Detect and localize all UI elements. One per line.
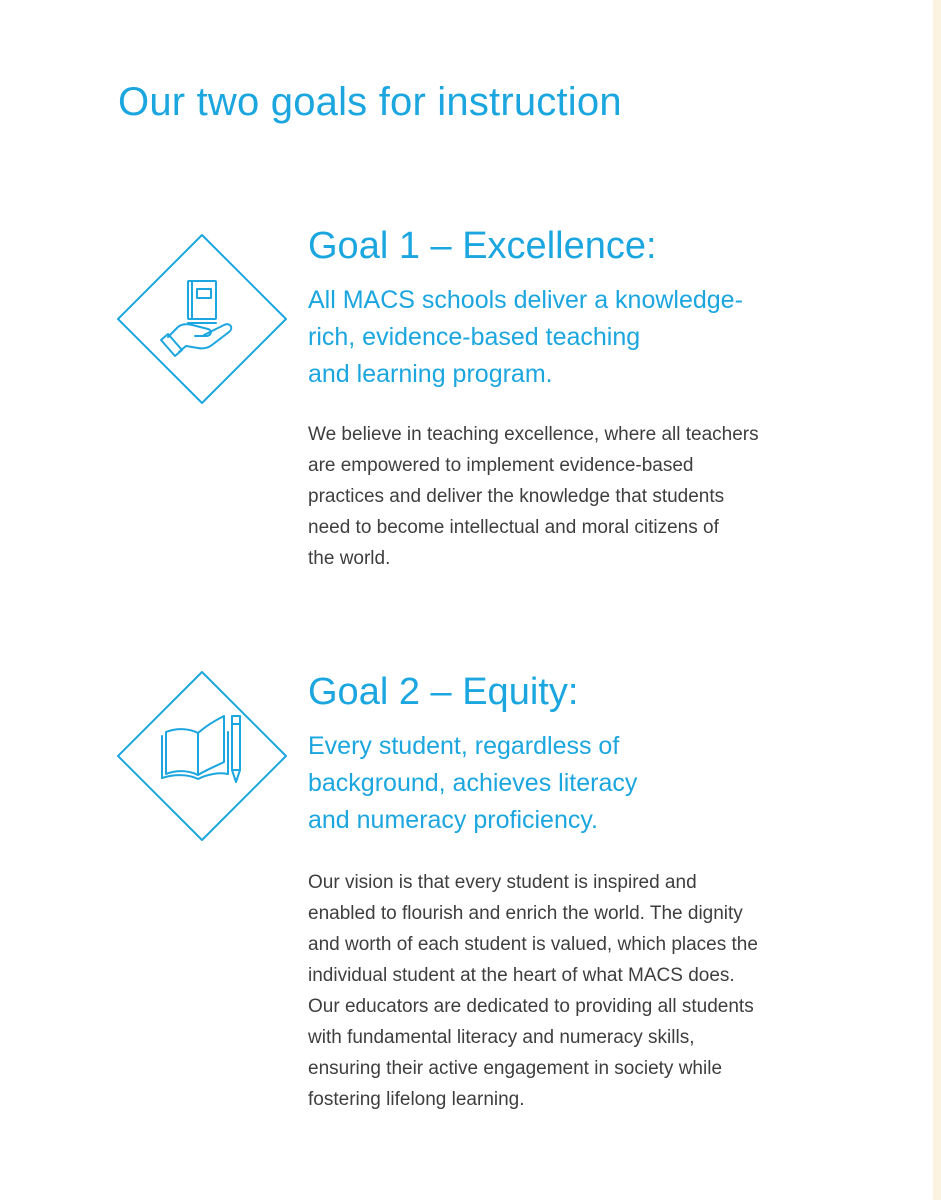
goal-2-body-line: individual student at the heart of what MACS does.	[308, 965, 735, 986]
open-book-pencil-icon	[116, 670, 288, 842]
goal-1-body-line: practices and deliver the knowledge that students	[308, 486, 725, 507]
goal-1-body-line: are empowered to implement evidence-based	[308, 455, 694, 476]
goal-1-subheading	[308, 282, 918, 393]
goal-2-body-line: fostering lifelong learning.	[308, 1089, 525, 1110]
goal-2-heading: Goal 2 – Equity:	[308, 671, 579, 713]
page-title: Our two goals for instruction	[118, 80, 622, 124]
hand-holding-book-icon	[116, 233, 288, 405]
goal-2-subheading	[308, 728, 918, 839]
goal-2-body-line: Our educators are dedicated to providing all students	[308, 996, 754, 1017]
goal-2-body-line: ensuring their active engagement in society while	[308, 1058, 723, 1079]
page-edge-strip	[933, 0, 941, 1200]
goal-2-subheading-line: and numeracy proficiency.	[308, 806, 598, 834]
goal-1-body-line: We believe in teaching excellence, where all teachers	[308, 424, 759, 445]
goal-1-subheading-line: and learning program.	[308, 360, 553, 388]
goal-1-subheading-line: rich, evidence-based teaching	[308, 323, 641, 351]
goal-2-body-line: and worth of each student is valued, which places the	[308, 934, 758, 955]
goal-2-subheading-line: background, achieves literacy	[308, 769, 638, 797]
goal-2-section	[308, 668, 918, 1115]
goal-1-body-line: the world.	[308, 548, 391, 569]
goal-1-section	[308, 222, 918, 574]
goal-1-body	[308, 419, 918, 574]
goal-1-body-line: need to become intellectual and moral citizens of	[308, 517, 719, 538]
goal-2-body-line: with fundamental literacy and numeracy skills,	[308, 1027, 695, 1048]
goal-1-subheading-line: All MACS schools deliver a knowledge-	[308, 286, 743, 314]
goal-2-body	[308, 867, 918, 1115]
goal-2-body-line: enabled to flourish and enrich the world. The dignity	[308, 903, 743, 924]
goal-2-body-line: Our vision is that every student is inspired and	[308, 872, 697, 893]
goal-2-subheading-line: Every student, regardless of	[308, 732, 620, 760]
goal-1-heading: Goal 1 – Excellence:	[308, 225, 657, 267]
